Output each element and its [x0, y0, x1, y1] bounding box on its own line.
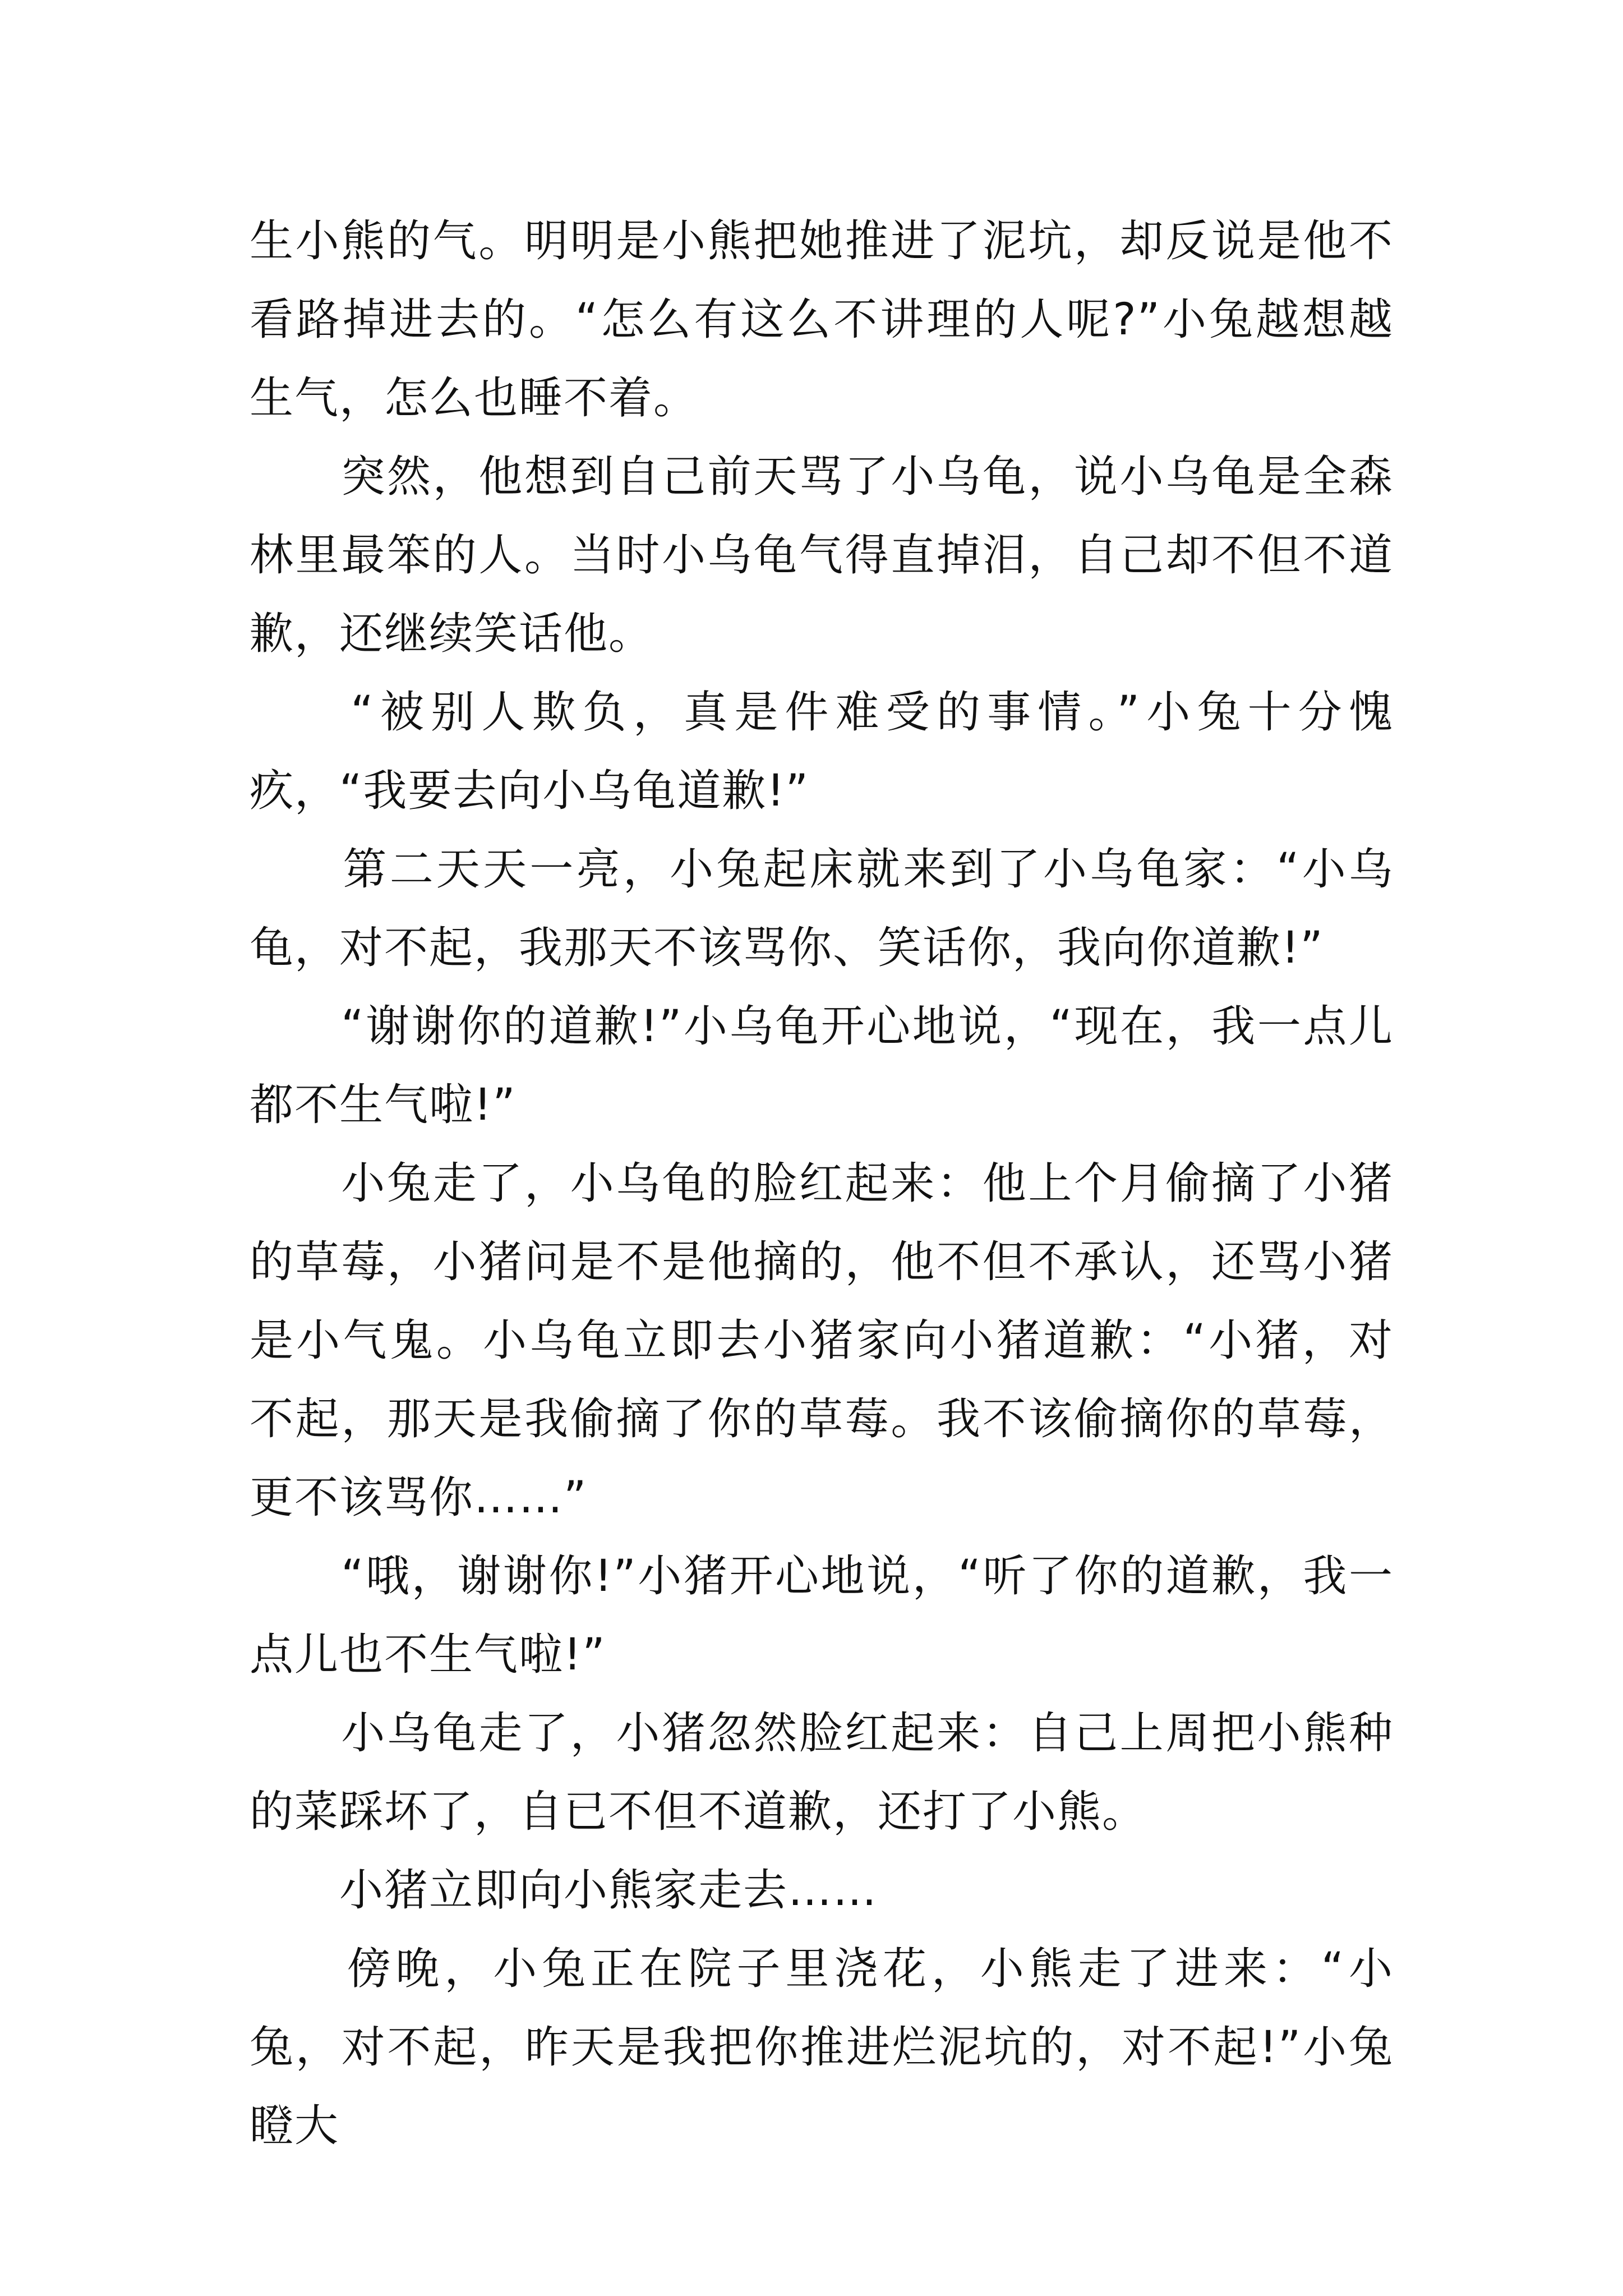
paragraph: “哦，谢谢你!”小猪开心地说，“听了你的道歉，我一点儿也不生气啦!”	[250, 1551, 1394, 1680]
paragraph: “谢谢你的道歉!”小乌龟开心地说，“现在，我一点儿都不生气啦!”	[250, 1001, 1394, 1130]
document-body	[250, 202, 1394, 2165]
paragraph: 小乌龟走了，小猪忽然脸红起来：自己上周把小熊种的菜踩坏了，自已不但不道歉，还打了小熊。	[250, 1708, 1394, 1837]
paragraph: 突然，他想到自己前天骂了小乌龟，说小乌龟是全森林里最笨的人。当时小乌龟气得直掉泪，自己却不但不道歉，还继续笑话他。	[250, 452, 1394, 659]
paragraph: 生小熊的气。明明是小熊把她推进了泥坑，却反说是他不看路掉进去的。“怎么有这么不讲理的人呢?”小兔越想越生气，怎么也睡不着。	[250, 216, 1394, 424]
paragraph: 傍晚，小兔正在院子里浇花，小熊走了进来：“小兔，对不起，昨天是我把你推进烂泥坑的，对不起!”小兔瞪大	[250, 1944, 1394, 2151]
paragraph: 第二天天一亮，小兔起床就来到了小乌龟家：“小乌龟，对不起，我那天不该骂你、笑话你，我向你道歉!”	[250, 844, 1394, 973]
paragraph: 小兔走了，小乌龟的脸红起来：他上个月偷摘了小猪的草莓，小猪问是不是他摘的，他不但不承认，还骂小猪是小气鬼。小乌龟立即去小猪家向小猪道歉：“小猪，对不起，那天是我偷摘了你的草莓。我不该偷摘你的草莓，更不该骂你……”	[250, 1158, 1394, 1523]
paragraph: “被别人欺负，真是件难受的事情。”小兔十分愧疚，“我要去向小乌龟道歉!”	[250, 687, 1394, 816]
paragraph: 小猪立即向小熊家走去……	[250, 1865, 878, 1916]
